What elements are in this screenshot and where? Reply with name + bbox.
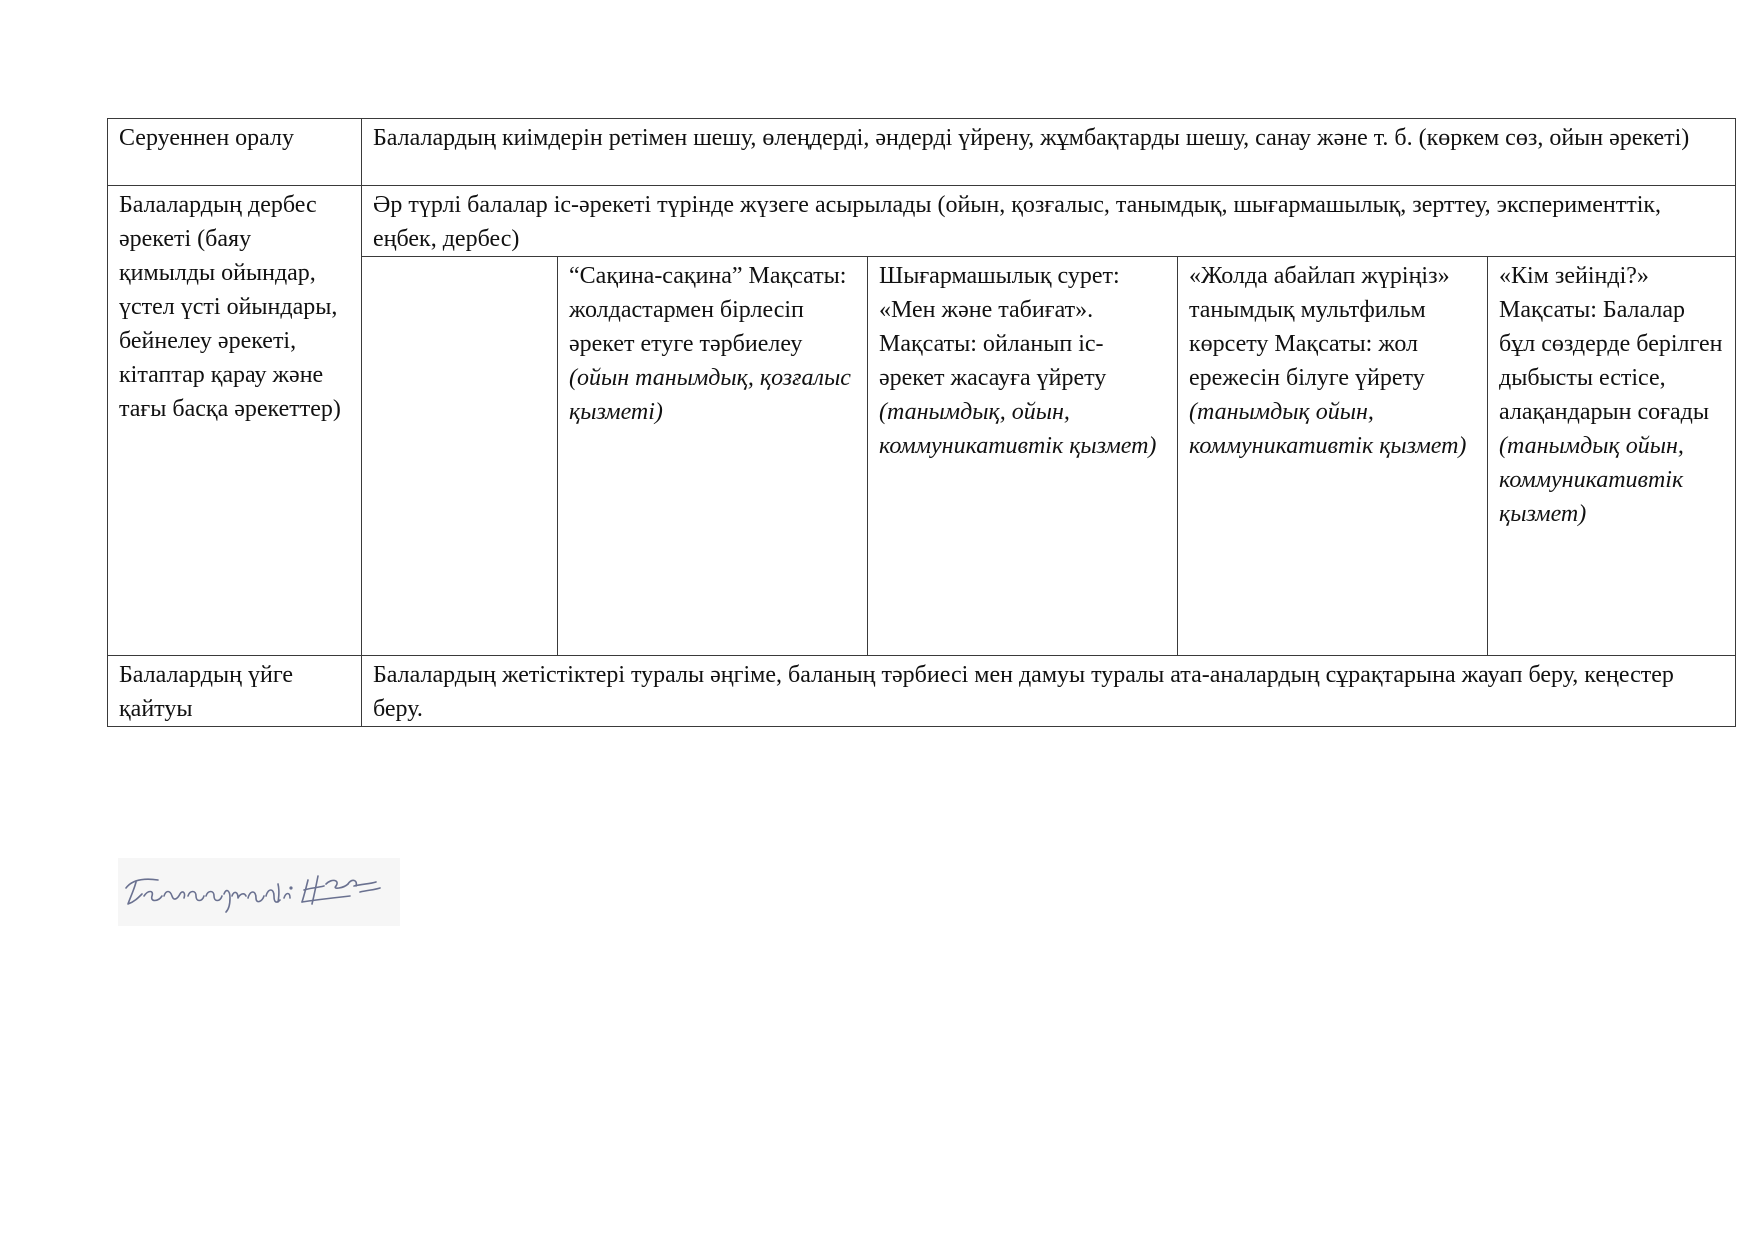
- signature-stamp: [118, 858, 400, 926]
- row-label-return-from-walk: Серуеннен оралу: [108, 119, 362, 186]
- activity-tags: (ойын танымдық, қозғалыс қызметі): [569, 365, 851, 425]
- table-row: [108, 119, 1736, 186]
- activity-description: Шығармашылық сурет: «Мен және табиғат». Мақсаты: ойланып іс-әрекет жасауға үйрету: [879, 263, 1120, 391]
- activity-cell-ring-game: [558, 257, 868, 656]
- table-row: [108, 186, 1736, 257]
- activity-cell-drawing: [868, 257, 1178, 656]
- row-content-return-from-walk: Балалардың киімдерін ретімен шешу, өлеңдерді, әндерді үйрену, жұмбақтарды шешу, санау және т. б. (көркем сөз, ойын әрекеті): [362, 119, 1736, 186]
- schedule-table: [107, 118, 1736, 727]
- activity-cell-attention-game: [1488, 257, 1736, 656]
- activity-description: «Жолда абайлап жүріңіз» танымдық мультфильм көрсету Мақсаты: жол ережесін білуге үйрету: [1189, 263, 1450, 391]
- activity-tags: (танымдық ойын, коммуникативтік қызмет): [1499, 433, 1684, 527]
- row-label-going-home: Балалардың үйге қайтуы: [108, 656, 362, 727]
- activity-cell-empty: [362, 257, 558, 656]
- table-row: [108, 656, 1736, 727]
- activity-description: “Сақина-сақина” Мақсаты: жолдастармен бірлесіп әрекет етуге тәрбиелеу: [569, 263, 847, 357]
- activity-tags: (танымдық ойын, коммуникативтік қызмет): [1189, 399, 1467, 459]
- row-content-independent-activity: Әр түрлі балалар іс-әрекеті түрінде жүзеге асырылады (ойын, қозғалыс, танымдық, шығармашылық, зерттеу, эксперименттік, еңбек, дербес): [362, 186, 1736, 257]
- row-content-going-home: Балалардың жетістіктері туралы әңгіме, баланың тәрбиесі мен дамуы туралы ата-аналардың сұрақтарына жауап беру, кеңестер беру.: [362, 656, 1736, 727]
- handwritten-signature-icon: [118, 858, 400, 926]
- activity-cell-cartoon: [1178, 257, 1488, 656]
- activity-tags: (танымдық, ойын, коммуникативтік қызмет): [879, 399, 1157, 459]
- activity-description: «Кім зейінді?» Мақсаты: Балалар бұл сөздерде берілген дыбысты естісе, алақандарын соғады: [1499, 263, 1723, 425]
- row-label-independent-activity: Балалардың дербес әрекеті (баяу қимылды ойындар, үстел үсті ойындары, бейнелеу әрекеті, кітаптар қарау және тағы басқа әрекеттер): [108, 186, 362, 656]
